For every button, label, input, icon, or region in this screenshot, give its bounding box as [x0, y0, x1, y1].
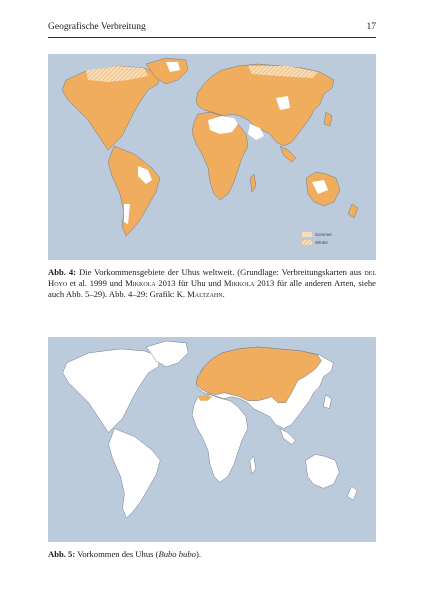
caption-text: .: [222, 288, 225, 299]
running-title: Geografische Verbreitung: [48, 22, 146, 32]
caption-text: ).: [195, 549, 201, 559]
caption-text: et al. 1999 und: [67, 277, 126, 288]
legend-winter-label: Winter: [315, 240, 329, 245]
map-legend: [302, 232, 333, 245]
caption-label: Abb. 5:: [48, 549, 76, 559]
caption-text: 2013 für alle anderen Arten, siehe auch Abb. 5–29). Abb. 4–29: Grafik: K.: [48, 277, 376, 299]
caption-text: Die Vorkommensgebiete der Uhus weltweit. (Grundlage: Verbreitungskarten aus: [76, 267, 365, 277]
caption-author: Mikkola: [223, 277, 255, 288]
caption-text: 2013 für Uhu und: [155, 277, 224, 288]
caption-label: Abb. 4:: [48, 267, 77, 277]
legend-summer-label: Sommer: [315, 232, 333, 237]
world-map-eagle-owl-svg: [48, 337, 376, 542]
world-map-eagle-owl: [48, 337, 376, 542]
owl-range-land: [62, 58, 358, 236]
caption-author: del Hoyo: [48, 267, 376, 288]
caption-author: Mikkola: [125, 277, 156, 288]
caption-text: Vorkommen des Uhus (: [75, 549, 159, 559]
caption-author: Maltzahn: [187, 288, 223, 299]
running-head: [48, 22, 376, 36]
figure-5-caption: [48, 549, 376, 560]
page-number: 17: [366, 22, 376, 32]
figure-4-caption: [48, 267, 376, 299]
header-rule: [48, 37, 376, 38]
world-map-owls-worldwide: [48, 54, 376, 260]
legend-winter-swatch: [302, 240, 312, 245]
caption-species: Bubo bubo: [158, 549, 196, 559]
world-map-owls-svg: [48, 54, 376, 260]
legend-summer-swatch: [302, 232, 312, 237]
